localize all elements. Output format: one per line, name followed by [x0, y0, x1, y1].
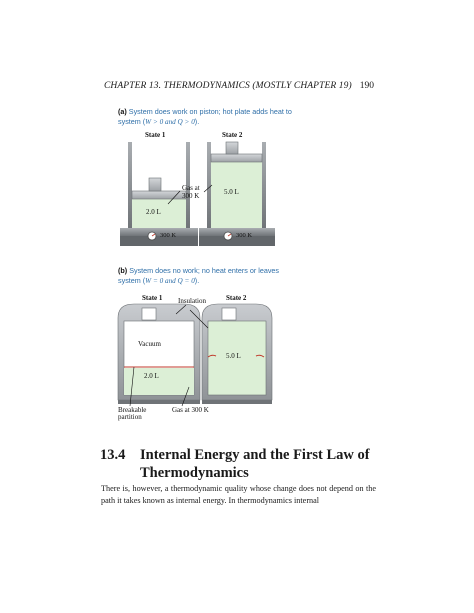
gas-300k-label-b: Gas at 300 K	[172, 406, 209, 414]
figure-drawing	[104, 100, 304, 425]
state-2-label-a: State 2	[222, 131, 243, 139]
figure-a-caption	[118, 107, 298, 127]
section-title-line1: Internal Energy and the First Law of	[140, 447, 370, 463]
state-1-label-a: State 1	[145, 131, 166, 139]
piston-a1	[132, 191, 186, 199]
caption-b-end: ).	[194, 275, 200, 285]
caption-a-label: (a)	[118, 107, 127, 116]
page-number: 190	[359, 81, 374, 91]
cylinder-b1	[118, 304, 200, 404]
caption-a-text: System does work on piston; hot plate adds heat to system (	[118, 107, 292, 126]
plate-a1-temp: 300 K	[160, 232, 177, 239]
hot-plate-a1	[120, 228, 198, 236]
insulation-label: Insulation	[178, 297, 206, 305]
cylinder-a2-right-wall	[262, 142, 266, 230]
chapter-header: CHAPTER 13. THERMODYNAMICS (MOSTLY CHAPTER 19)	[104, 81, 352, 91]
running-header	[104, 81, 374, 95]
partition-label-line2: partition	[118, 413, 142, 421]
piston-rod-a2	[226, 142, 238, 154]
volume-b2: 5.0 L	[226, 352, 241, 360]
gas-b1	[124, 368, 194, 395]
caption-b-text: System does no work; no heat enters or leaves system (	[118, 266, 280, 285]
volume-a1: 2.0 L	[146, 208, 161, 216]
figure-b-caption	[118, 266, 288, 286]
caption-b-math: W = 0 and Q = 0	[145, 276, 195, 285]
caption-a-math: W > 0 and Q > 0	[145, 117, 195, 126]
section-number: 13.4	[100, 447, 126, 463]
caption-a-end: ).	[194, 116, 200, 126]
body-paragraph: There is, however, a thermodynamic quality whose change does not depend on the path it takes known as internal energy. In thermodynamics internal	[101, 484, 376, 505]
piston-a2	[211, 154, 262, 162]
partition-label-line1: Breakable	[118, 406, 147, 414]
gas-label-line1: Gas at	[182, 184, 200, 192]
cylinder-a2-left-wall	[207, 142, 211, 230]
thermodynamics-figure	[104, 100, 304, 425]
plate-a2-temp: 300 K	[236, 232, 253, 239]
volume-a2: 5.0 L	[224, 188, 239, 196]
gas-label-line2: 300 K	[182, 192, 200, 200]
cylinder-a1-left-wall	[128, 142, 132, 230]
section-title-line2: Thermodynamics	[140, 465, 249, 481]
vacuum-label: Vacuum	[138, 340, 161, 348]
state-2-label-b: State 2	[226, 294, 247, 302]
piston-rod-a1	[149, 178, 161, 191]
volume-b1: 2.0 L	[144, 372, 159, 380]
caption-b-label: (b)	[118, 266, 128, 275]
state-1-label-b: State 1	[142, 294, 163, 302]
hot-plate-base-a1	[120, 236, 198, 246]
